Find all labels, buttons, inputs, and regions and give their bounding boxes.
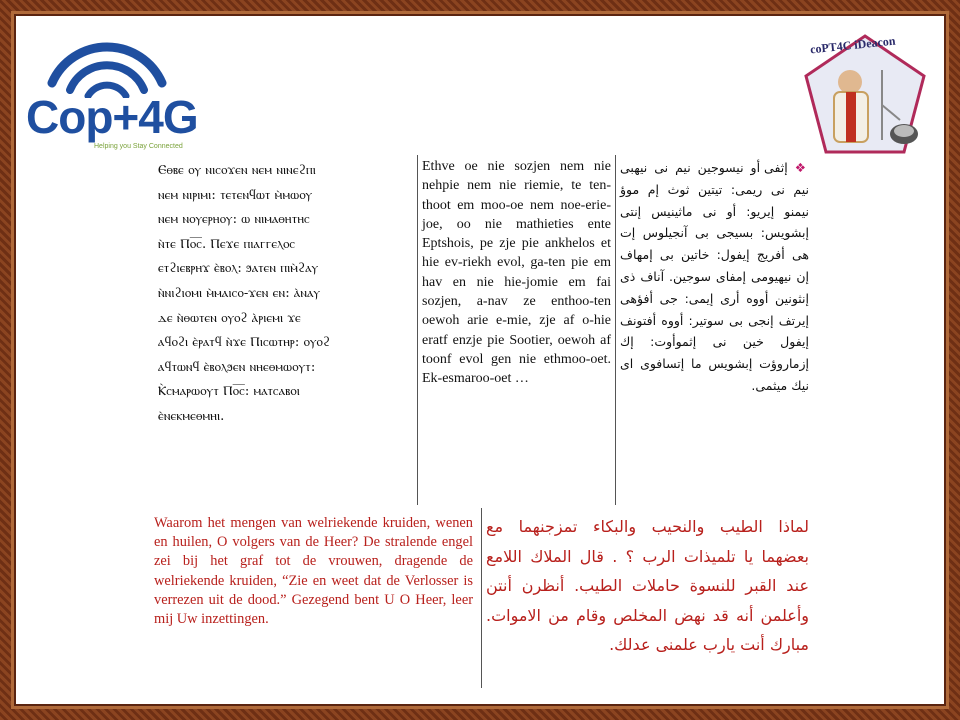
hymn-verse-table-top	[150, 155, 815, 505]
arabic-translation-column: لماذا الطيب والنحيب والبكاء تمزجنهما مع بعضهما يا تلميذات الرب ؟ . قال الملاك اللامع عند القبر للنسوة حاملات الطيب. أنظرن أنتن وأعلمن أنه قد نهض المخلص وقام من الاموات. مبارك أنت يارب علمنى عدلك.	[486, 517, 809, 654]
diamond-bullet-icon: ❖	[794, 160, 809, 175]
dutch-translation-column: Waarom het mengen van welriekende kruiden, wenen en huilen, O volgers van de Heer? De stralende engel zei bij het graf tot de vrouwen, dragende de welriekende kruiden, “Zie en weet dat de Verlosser is verrezen uit de dood.” Gezegend bent U O Heer, leer mij Uw inzettingen.	[150, 508, 482, 688]
coptic-line: ⲁϥⲧⲱⲛϥ ⲉ̀ⲃⲟⲗϧⲉⲛ ⲛⲏⲉⲑⲙⲱⲟⲩⲧ:	[158, 359, 316, 375]
arabic-transliteration-text: إثفى أو نيسوجين نيم نى نيهبى نيم نى ريمى: تيتين ثوث إم موؤ نيمنو إيريو: أو نى ماثينيس إنتى إبشويس: بسيجى بى آنجيلوس إت هى أفريج إيفول: خاتين بى إمهاف إن نيهيومى إمفاى سوجين. آناف ذى إنثونين أووه أرى إيمى: جى أفؤهى إيرتف إنجى بى سوتير: أووه أفتونف إيفول خين نى إثموأوت: إك إزماروؤت إبشويس ما إتسافوى اى نيك ميثمى.	[620, 160, 809, 393]
hymn-verse-table-bottom	[150, 508, 815, 688]
logo-wordmark: Cop+4G	[26, 91, 198, 143]
arabic-transliteration-column	[616, 155, 815, 505]
copt4c-ideacon-logo	[800, 30, 930, 158]
logo-tagline: Helping you Stay Connected	[94, 143, 183, 150]
coptic-line: ⲛⲉⲙ ⲛⲟⲩⲉⲣⲏⲟⲩ: ⲱ ⲛⲓⲙⲁⲑⲏⲧⲏⲥ	[158, 212, 310, 228]
coptic-line: ⲉ̀ⲛⲉⲕⲙⲉⲑⲙⲏⲓ.	[158, 408, 225, 424]
coptic-line: ⲁϥⲟϩⲓ ⲉ̀ⲣⲁⲧϥ ⲛ̀ϫⲉ Ⲡⲓⲥⲱⲧⲏⲣ: ⲟⲩⲟϩ	[158, 335, 330, 351]
coptic-line: ⲉⲧϩⲓⲉⲃⲣⲏϫ ⲉ̀ⲃⲟⲗ: ϧⲁⲧⲉⲛ ⲡⲓⲙ̀ϩⲁⲩ	[158, 261, 319, 277]
coptic-line: ⲛ̀ⲛⲓϩⲓⲟⲙⲓ ⲙ̀ⲙⲁⲓⲥⲟ-ϫⲉⲛ ⲉⲛ: ⲁ̀ⲛⲁⲩ	[158, 285, 321, 301]
coptic-line: Ⲉⲑⲃⲉ ⲟⲩ ⲛⲓⲥⲟϫⲉⲛ ⲛⲉⲙ ⲛⲓⲛⲉϩⲡⲓ	[158, 163, 316, 178]
copt4g-logo	[22, 28, 198, 150]
coptic-line: ⲇⲉ ⲛ̀ⲑⲱⲧⲉⲛ ⲟⲩⲟϩ ⲁ̀ⲣⲓⲉⲙⲓ ϫⲉ	[158, 310, 301, 326]
coptic-line: ⲛⲉⲙ ⲛⲓⲣⲓⲙⲓ: ⲧⲉⲧⲉⲛϥⲱⲧ ⲙ̀ⲙⲱⲟⲩ	[158, 187, 313, 203]
transliteration-column: Ethve oe nie sozjen nem nie nehpie nem nie riemie, te ten-thoot em moo-oe nem noe-erie-joe, oo nie mathieties ente Eptshois, pe zje pie ankhelos et hie ev-riekh evol, ga-ten pie em hav en nie hie-jomie em fai sozjen, a-nav ze enthoo-ten oewoh arie e-mie, zje af o-hie eratf enzje pie Sootier, oewoh af toonf evol gen nie ethmoo-oet. Ek-esmaroo-oet …	[418, 155, 616, 505]
coptic-text-column	[150, 155, 418, 505]
coptic-line: ⲛ̀ⲧⲉ Ⲡⲟ̅ⲥ̅. Ⲡⲉϫⲉ ⲡⲓⲁⲅⲅⲉⲗⲟⲥ	[158, 236, 296, 252]
logo-right-title: coPT4C iDeacon	[809, 33, 897, 57]
wifi-signal-icon	[22, 28, 192, 98]
coptic-line: Ⲕ̀ⲥⲙⲁⲣⲱⲟⲩⲧ Ⲡⲟ̅ⲥ̅: ⲙⲁⲧⲥⲁⲃⲟⲓ	[158, 384, 300, 400]
